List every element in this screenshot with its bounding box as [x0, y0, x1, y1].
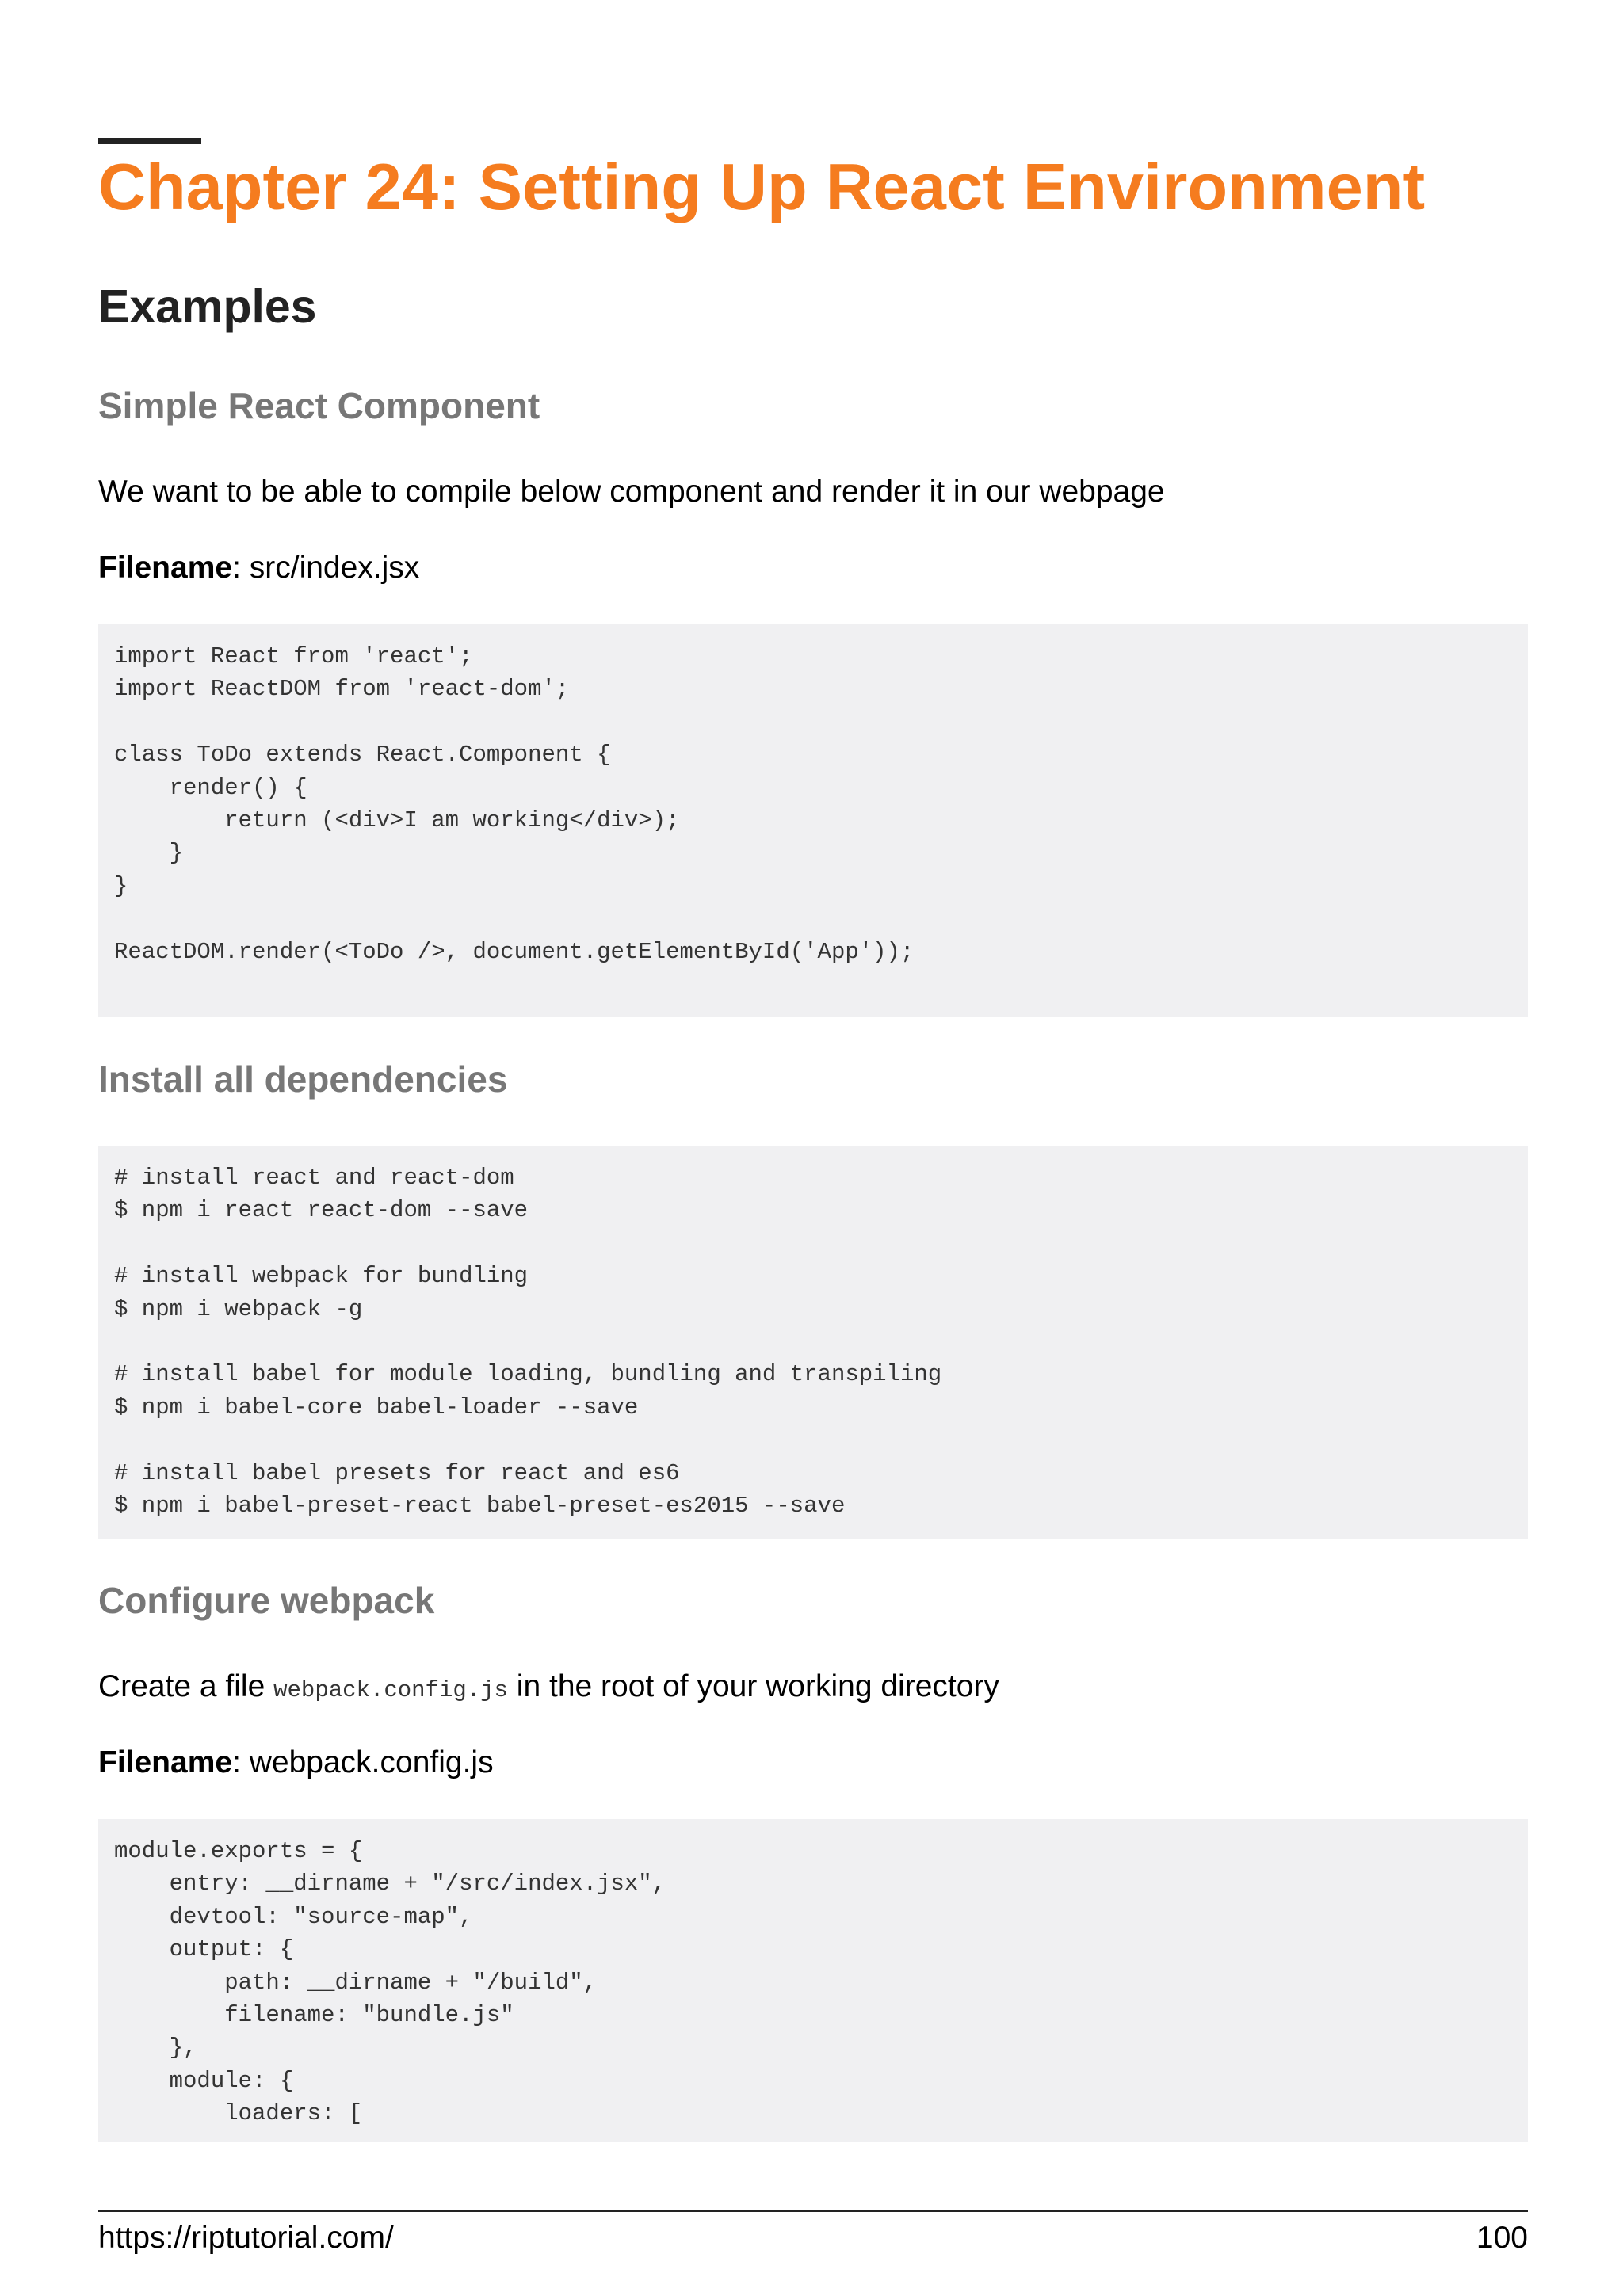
footer-rule [98, 2210, 1528, 2212]
filename-value: : webpack.config.js [232, 1745, 494, 1779]
filename-label: Filename [98, 551, 233, 585]
intro-text-after: in the root of your working directory [507, 1669, 999, 1703]
simple-component-intro: We want to be able to compile below component and render it in our webpage [98, 475, 1165, 509]
code-block-install-dependencies [98, 1146, 1528, 1539]
code-index-jsx: import React from 'react'; import ReactDOM from 'react-dom'; class ToDo extends React.Component { render() { return (<div>I am working</div>); } } ReactDOM.render(<ToDo />, document.getElementById('App')); [114, 643, 915, 965]
section-heading-examples: Examples [98, 280, 317, 333]
configure-webpack-intro [98, 1667, 999, 1711]
code-webpack-config: module.exports = { entry: __dirname + "/src/index.jsx", devtool: "source-map", output: { path: __dirname + "/build", filename: "bundle.js" }, module: { loaders: [ [114, 1838, 666, 2127]
footer-page-number: 100 [1476, 2221, 1528, 2255]
configure-webpack-filename [98, 1743, 494, 1783]
chapter-title: Chapter 24: Setting Up React Environment [98, 150, 1426, 223]
document-page [98, 0, 1528, 2296]
intro-text-before: Create a file [98, 1669, 274, 1703]
footer-url-link[interactable]: https://riptutorial.com/ [98, 2221, 394, 2255]
filename-label: Filename [98, 1745, 233, 1779]
subheading-install-dependencies: Install all dependencies [98, 1058, 508, 1100]
code-block-index-jsx [98, 624, 1528, 1017]
code-install-dependencies: # install react and react-dom $ npm i react react-dom --save # install webpack for bundling $ npm i webpack -g # install babel for module loading, bundling and transpiling $ npm i babel-core babel-loader --save # install babel presets for react and es6 $ npm i babel-preset-react babel-preset-es2015 --save [114, 1165, 942, 1520]
subheading-configure-webpack: Configure webpack [98, 1580, 435, 1621]
filename-value: : src/index.jsx [232, 551, 420, 585]
simple-component-filename [98, 548, 419, 588]
title-rule [98, 138, 201, 144]
subheading-simple-react-component: Simple React Component [98, 385, 540, 426]
code-block-webpack-config [98, 1819, 1528, 2142]
inline-code-webpack-config: webpack.config.js [273, 1677, 508, 1703]
